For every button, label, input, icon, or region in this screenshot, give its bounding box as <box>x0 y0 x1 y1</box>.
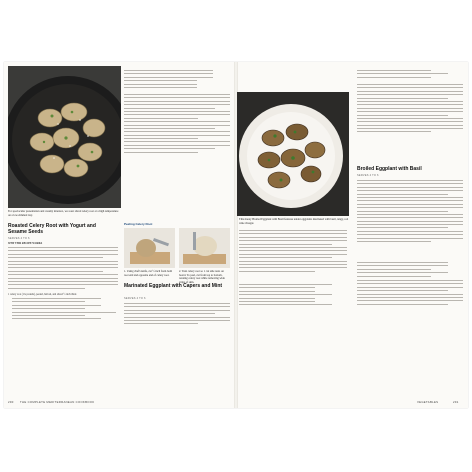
peeling-step-1-photo <box>124 228 175 268</box>
recipe2-title: Marinated Eggplant with Capers and Mint <box>124 283 223 289</box>
right-top-ingredients <box>357 70 463 80</box>
left-folio-title: THE COMPLETE MEDITERRANEAN COOKBOOK <box>20 400 95 404</box>
left-page <box>4 62 235 408</box>
eggplant-photo <box>237 92 349 216</box>
peeling-celery-root-title: Peeling Celery Root <box>124 222 153 226</box>
right-folio-title: VEGETABLES <box>417 400 439 404</box>
left-folio-number: 290 <box>8 400 14 404</box>
celery-photo-caption: For spectacular presentation and creamy interiors, we roast sliced celery root at a high temperature on a low-rimmed tray. <box>8 210 119 217</box>
right-left-column-text <box>239 230 347 274</box>
celery-root-photo <box>8 66 121 208</box>
eggplant-photo-caption: This meaty Broiled Eggplant with Basil features tender eggplants marinated with basil, tangy, red wine vinegar. <box>239 218 349 225</box>
broiled-eggplant-body <box>357 180 463 244</box>
recipe-title: Roasted Celery Root with Yogurt and Sesame Seeds <box>8 223 96 235</box>
recipe2-serves: SERVES 4 TO 6 <box>124 297 146 300</box>
right-ingredient-list <box>239 284 347 308</box>
right-column-directions <box>124 94 230 155</box>
right-top-directions <box>357 84 463 135</box>
book-spread <box>4 62 468 408</box>
right-folio-number: 291 <box>453 400 459 404</box>
broiled-eggplant-directions <box>357 280 463 307</box>
left-body-text <box>8 247 118 291</box>
right-column-ingredients <box>124 70 228 90</box>
why-this-recipe-works-label: WHY THIS RECIPE WORKS <box>8 242 43 245</box>
celery-root-plate-illustration <box>8 66 121 208</box>
eggplant-plate-illustration <box>237 92 349 216</box>
recipe-serves: SERVES 4 TO 6 <box>8 237 30 240</box>
broiled-eggplant-serves: SERVES 4 TO 6 <box>357 174 379 177</box>
peeling-step-2-photo <box>179 228 230 268</box>
broiled-eggplant-ingredients <box>357 262 463 279</box>
recipe2-body-text <box>124 303 230 327</box>
left-ingredient-list <box>12 298 116 322</box>
right-page <box>237 62 468 408</box>
peeling-step-2-caption: 2. Turn celery root so 1 cut side rests on board. To peel, cut from top to bottom, rotating celery root while removing wide strips of skin. <box>179 270 225 284</box>
ingredient-celery-root: 1 celery root (1¼ pounds), peeled, halved, and sliced ½ inch thick <box>8 293 77 296</box>
broiled-eggplant-title: Broiled Eggplant with Basil <box>357 166 422 172</box>
peeling-step-1-caption: 1. Using chef's knife, cut ½ inch from both root end and opposite end of celery root. <box>124 270 172 277</box>
